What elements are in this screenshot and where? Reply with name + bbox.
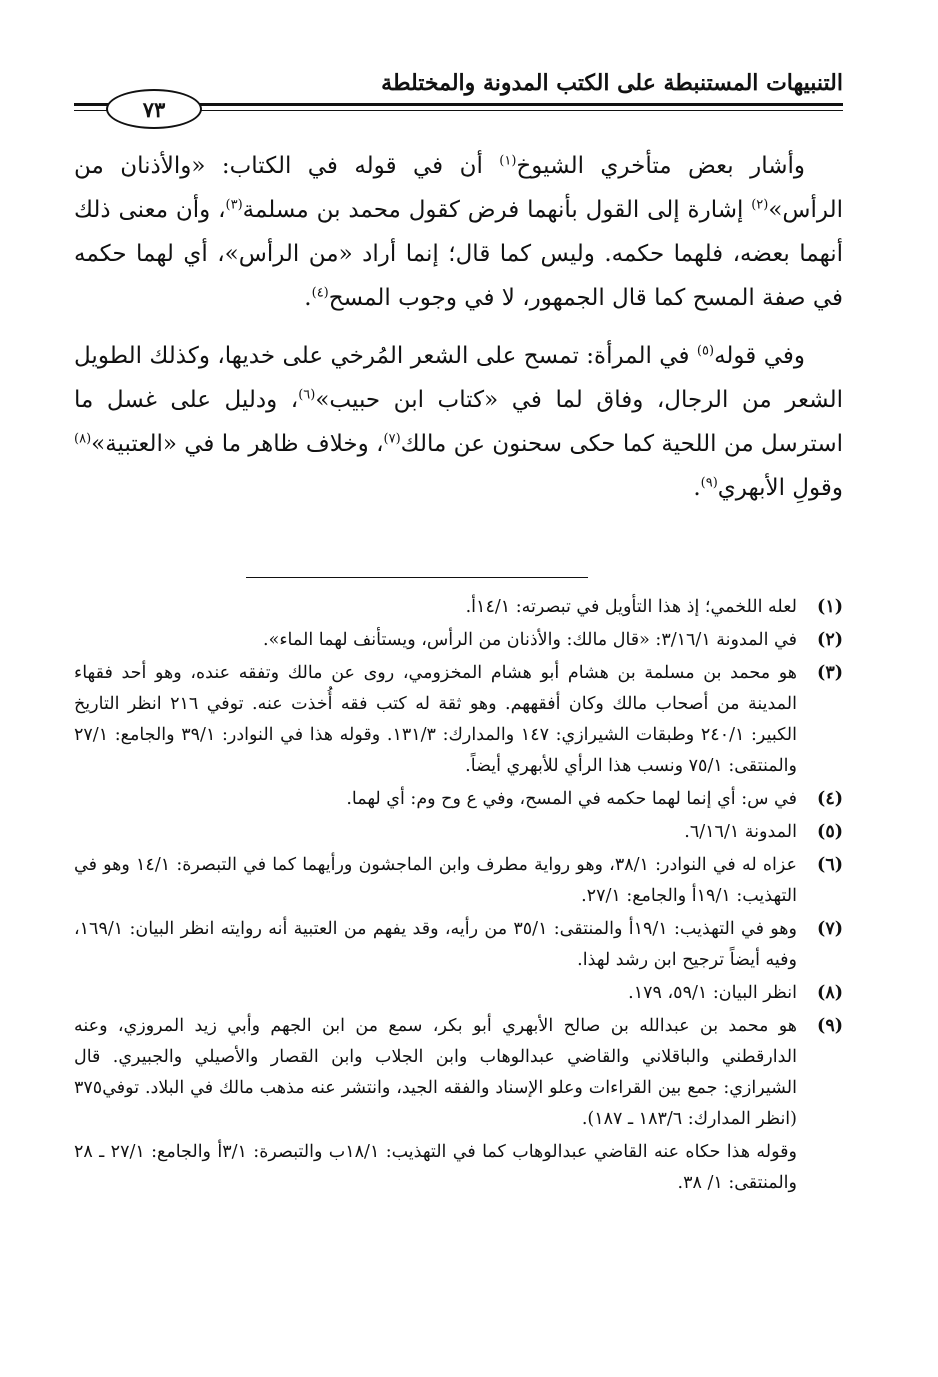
footnote-5: [74, 817, 843, 848]
text-span: في المرأة: تمسح على الشعر المُرخي على خديها، وكذلك الطويل الشعر من الرجال، وفاق لما في «كتاب ابن حبيب»: [74, 343, 843, 413]
footnote-1: [74, 592, 843, 623]
footnote-6: [74, 850, 843, 912]
footnote-number: (١): [817, 597, 843, 617]
text-span: ، وخلاف ظاهر ما في «العتبية»: [91, 431, 384, 457]
main-text: [74, 144, 843, 510]
text-span: .: [693, 475, 701, 501]
footnote-number: (٥): [817, 822, 843, 842]
page-number: ٧٣: [106, 89, 202, 129]
footnote-marker[interactable]: (٧): [383, 431, 401, 447]
footnote-marker[interactable]: (٢): [751, 197, 769, 213]
text-span: إشارة إلى القول بأنهما فرض كقول محمد بن مسلمة: [242, 197, 752, 223]
footnote-number: (٣): [817, 663, 843, 683]
text-span: وفي قوله: [714, 343, 805, 369]
text-span: ، وأن معنى ذلك أنهما بعضه، فلهما حكمه. وليس كما قال؛ إنما أراد «من الرأس»، أي لهما حكمه في صفة المسح كما قال الجمهور، لا في وجوب المسح: [74, 197, 843, 311]
footnote-4: [74, 784, 843, 815]
text-span: ، ودليل على غسل ما استرسل من اللحية كما حكى سحنون عن مالك: [74, 387, 843, 457]
footnotes: [74, 592, 843, 1199]
footnote-text: هو محمد بن مسلمة بن هشام أبو هشام المخزومي، روى عن مالك وتفقه عنده، وهو أحد فقهاء المدينة من أصحاب مالك وكان أفقههم. وهو ثقة له كتب فقه أُخذت عنه. توفي ٢١٦ انظر التاريخ الكبير: ٢٤٠/١ وطبقات الشيرازي: ١٤٧ والمدارك: ١٣١/٣. وقوله هذا في النوادر: ٣٩/١ والجامع: ٢٧/١ والمنتقى: ٧٥/١ ونسب هذا الرأي للأبهري أيضاً.: [74, 663, 797, 776]
footnote-text: في المدونة ٣/١٦/١: «قال مالك: والأذنان من الرأس، ويستأنف لهما الماء».: [263, 630, 797, 650]
footnote-text: انظر البيان: ٥٩/١، ١٧٩.: [628, 983, 797, 1003]
footnote-number: (٨): [817, 983, 843, 1003]
footnote-marker[interactable]: (١): [499, 153, 517, 169]
footnote-8: [74, 978, 843, 1009]
paragraph-1: [74, 144, 843, 320]
text-span: وقولِ الأبهري: [717, 475, 843, 501]
footnote-text: عزاه له في النوادر: ٣٨/١، وهو رواية مطرف وابن الماجشون ورأيهما كما في التبصرة: ١٤/١ وهو في التهذيب: ١٩/١أ والجامع: ٢٧/١.: [74, 855, 797, 906]
footnote-3: [74, 658, 843, 782]
footnote-9-continuation: وقوله هذا حكاه عنه القاضي عبدالوهاب كما في التهذيب: ١٨/١ب والتبصرة: ٣/١أ والجامع: ٢٧/١ ـ ٢٨ والمنتقى: ١/ ٣٨.: [74, 1142, 797, 1193]
footnote-text: وهو في التهذيب: ١٩/١أ والمنتقى: ٣٥/١ من رأيه، وقد يفهم من العتبية أنه روايته انظر البيان: ١٦٩/١، وفيه أيضاً ترجيح ابن رشد لهذا.: [74, 919, 797, 970]
text-span: أن في قوله في الكتاب: «والأذنان من الرأس»: [74, 153, 843, 223]
footnote-marker[interactable]: (٣): [225, 197, 243, 213]
footnote-7: [74, 914, 843, 976]
footnote-text: المدونة ٦/١٦/١.: [684, 822, 797, 842]
text-span: .: [304, 285, 312, 311]
footnote-number: (٢): [817, 630, 843, 650]
footnote-text: في س: أي إنما لهما حكمه في المسح، وفي ع وح وم: أي لهما.: [346, 789, 797, 809]
footnote-marker[interactable]: (٤): [311, 285, 329, 301]
footnote-number: (٦): [817, 855, 843, 875]
footnote-marker[interactable]: (٦): [298, 387, 316, 403]
footnote-marker[interactable]: (٥): [696, 343, 715, 359]
footnote-number: (٤): [817, 789, 843, 809]
footnote-text: لعله اللخمي؛ إذ هذا التأويل في تبصرته: ١٤/١أ.: [465, 597, 797, 617]
footnote-9: [74, 1011, 843, 1135]
footnote-number: (٩): [817, 1016, 843, 1036]
text-span: وأشار بعض متأخري الشيوخ: [516, 153, 805, 179]
footnote-2: [74, 625, 843, 656]
paragraph-2: [74, 334, 843, 510]
footnote-separator: [246, 577, 588, 578]
footnote-text: هو محمد بن عبدالله بن صالح الأبهري أبو بكر، سمع من ابن الجهم وأبي زيد المروزي، وعنه الدارقطني والباقلاني والقاضي عبدالوهاب وابن الجلاب وابن القصار والأصيلي والجبيري. قال الشيرازي: جمع بين القراءات وعلو الإسناد والفقه الجيد، وانتشر عنه مذهب مالك في البلاد. توفي٣٧٥ (انظر المدارك: ١٨٣/٦ ـ ١٨٧).: [74, 1016, 797, 1129]
footnote-marker[interactable]: (٨): [74, 431, 92, 447]
footnote-marker[interactable]: (٩): [700, 475, 718, 491]
running-header-title: التنبيهات المستنبطة على الكتب المدونة والمختلطة: [381, 70, 843, 96]
footnote-number: (٧): [817, 919, 843, 939]
